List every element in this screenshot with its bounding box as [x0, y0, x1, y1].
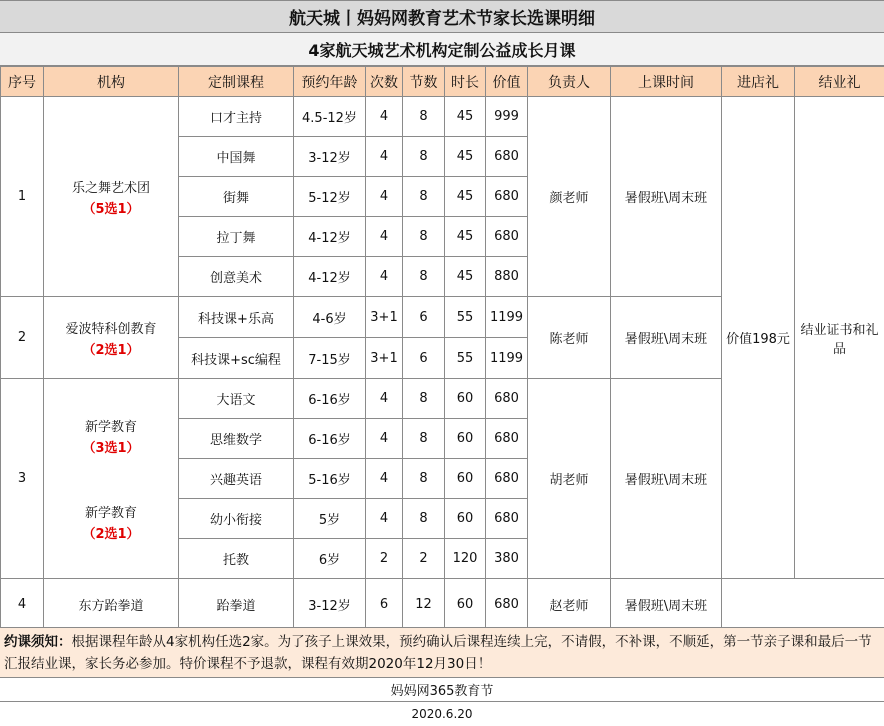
- course-sessions: 8: [403, 499, 445, 539]
- course-age: 3-12岁: [294, 137, 366, 177]
- graduation-gift: 结业证书和礼品: [795, 97, 884, 579]
- header-value: 价值: [486, 67, 528, 97]
- course-age: 5-16岁: [294, 459, 366, 499]
- course-age: 6-16岁: [294, 379, 366, 419]
- header-times: 次数: [366, 67, 403, 97]
- course-times: 4: [366, 419, 403, 459]
- org-cell: [44, 297, 179, 379]
- header-duration: 时长: [445, 67, 486, 97]
- course-times: 2: [366, 539, 403, 579]
- course-duration: 60: [445, 419, 486, 459]
- course-sessions: 2: [403, 539, 445, 579]
- course-name: 创意美术: [179, 257, 294, 297]
- course-sessions: 6: [403, 338, 445, 379]
- course-name: 科技课+sc编程: [179, 338, 294, 379]
- course-times: 6: [366, 579, 403, 631]
- course-duration: 55: [445, 338, 486, 379]
- course-value: 680: [486, 379, 528, 419]
- course-sessions: 8: [403, 257, 445, 297]
- course-table: [0, 66, 884, 631]
- course-duration: 120: [445, 539, 486, 579]
- course-sessions: 8: [403, 177, 445, 217]
- course-age: 7-15岁: [294, 338, 366, 379]
- org-seq: 2: [1, 297, 44, 379]
- footer-date: 2020.6.20: [411, 707, 473, 721]
- header-age: 预约年龄: [294, 67, 366, 97]
- org-schedule: 暑假班\周末班: [611, 379, 722, 579]
- course-times: 4: [366, 137, 403, 177]
- course-duration: 45: [445, 177, 486, 217]
- course-value: 680: [486, 579, 528, 631]
- course-duration: 45: [445, 217, 486, 257]
- course-times: 4: [366, 177, 403, 217]
- course-times: 3+1: [366, 338, 403, 379]
- header-org: 机构: [44, 67, 179, 97]
- course-age: 4-12岁: [294, 257, 366, 297]
- org-seq: 3: [1, 379, 44, 579]
- course-age: 6岁: [294, 539, 366, 579]
- course-times: 4: [366, 499, 403, 539]
- course-value: 999: [486, 97, 528, 137]
- header-course: 定制课程: [179, 67, 294, 97]
- course-name: 街舞: [179, 177, 294, 217]
- course-name: 跆拳道: [179, 579, 294, 631]
- table-header-row: [1, 67, 884, 97]
- course-duration: 45: [445, 257, 486, 297]
- org-name: 爱波特科创教育: [65, 321, 157, 337]
- course-times: 4: [366, 217, 403, 257]
- course-sessions: 8: [403, 217, 445, 257]
- org-teacher: 胡老师: [528, 379, 611, 579]
- course-value: 680: [486, 499, 528, 539]
- course-sessions: 8: [403, 379, 445, 419]
- org-name: 乐之舞艺术团: [71, 180, 150, 196]
- course-age: 4-6岁: [294, 297, 366, 338]
- course-name: 大语文: [179, 379, 294, 419]
- course-name: 托教: [179, 539, 294, 579]
- course-times: 4: [366, 97, 403, 137]
- org-schedule: 暑假班\周末班: [611, 297, 722, 379]
- footer-organizer: 妈妈网365教育节: [0, 678, 884, 702]
- course-value: 680: [486, 137, 528, 177]
- store-gift: 价值198元: [722, 97, 795, 579]
- course-duration: 45: [445, 137, 486, 177]
- org-seq: 4: [1, 579, 44, 631]
- course-value: 380: [486, 539, 528, 579]
- course-duration: 60: [445, 379, 486, 419]
- course-name: 拉丁舞: [179, 217, 294, 257]
- course-age: 4.5-12岁: [294, 97, 366, 137]
- course-sessions: 8: [403, 459, 445, 499]
- org-name: 东方跆拳道: [78, 599, 144, 614]
- course-duration: 60: [445, 459, 486, 499]
- course-age: 4-12岁: [294, 217, 366, 257]
- course-times: 4: [366, 257, 403, 297]
- org-schedule: 暑假班\周末班: [611, 579, 722, 631]
- notice-text: 根据课程年龄从4家机构任选2家。为了孩子上课效果，预约确认后课程连续上完，不请假，不补课，不顺延，第一节亲子课和最后一节汇报结业课，家长务必参加。特价课程不予退款，课程有效期2020年12月30日！: [4, 634, 872, 672]
- course-duration: 45: [445, 97, 486, 137]
- course-age: 6-16岁: [294, 419, 366, 459]
- header-sessions: 节数: [403, 67, 445, 97]
- org-cell: [44, 97, 179, 297]
- header-graduation-gift: 结业礼: [795, 67, 884, 97]
- course-name: 科技课+乐高: [179, 297, 294, 338]
- sheet-subtitle: 4家航天城艺术机构定制公益成长月课: [0, 33, 884, 66]
- course-sessions: 8: [403, 97, 445, 137]
- course-value: 1199: [486, 338, 528, 379]
- course-value: 880: [486, 257, 528, 297]
- org-teacher: 赵老师: [528, 579, 611, 631]
- course-name: 中国舞: [179, 137, 294, 177]
- org-teacher: 颜老师: [528, 97, 611, 297]
- course-value: 680: [486, 177, 528, 217]
- sheet-title: 航天城丨妈妈网教育艺术节家长选课明细: [0, 0, 884, 33]
- course-age: 5岁: [294, 499, 366, 539]
- org-cell: [44, 379, 179, 579]
- org-teacher: 陈老师: [528, 297, 611, 379]
- org-choice-note: （5选1）: [82, 201, 140, 217]
- course-duration: 55: [445, 297, 486, 338]
- course-sessions: 8: [403, 419, 445, 459]
- course-duration: 60: [445, 579, 486, 631]
- course-times: 3+1: [366, 297, 403, 338]
- org-name: 新学教育: [84, 419, 137, 435]
- org-choice-note: （2选1）: [82, 342, 140, 358]
- course-value: 680: [486, 217, 528, 257]
- course-value: 680: [486, 419, 528, 459]
- org-name-secondary: 新学教育: [84, 505, 137, 521]
- course-times: 4: [366, 379, 403, 419]
- header-teacher: 负责人: [528, 67, 611, 97]
- header-store-gift: 进店礼: [722, 67, 795, 97]
- header-schedule: 上课时间: [611, 67, 722, 97]
- course-sessions: 12: [403, 579, 445, 631]
- course-value: 1199: [486, 297, 528, 338]
- course-age: 3-12岁: [294, 579, 366, 631]
- org-choice-note-secondary: （2选1）: [82, 526, 140, 542]
- booking-notice: [0, 627, 884, 678]
- org-schedule: 暑假班\周末班: [611, 97, 722, 297]
- course-age: 5-12岁: [294, 177, 366, 217]
- course-times: 4: [366, 459, 403, 499]
- course-name: 幼小衔接: [179, 499, 294, 539]
- table-row: [1, 579, 884, 631]
- course-sessions: 8: [403, 137, 445, 177]
- course-name: 思维数学: [179, 419, 294, 459]
- course-duration: 60: [445, 499, 486, 539]
- course-name: 兴趣英语: [179, 459, 294, 499]
- course-value: 680: [486, 459, 528, 499]
- org-spacer: [44, 456, 178, 502]
- org-choice-note: （3选1）: [82, 440, 140, 456]
- table-row: [1, 97, 884, 137]
- course-name: 口才主持: [179, 97, 294, 137]
- course-sessions: 6: [403, 297, 445, 338]
- header-seq: 序号: [1, 67, 44, 97]
- org-seq: 1: [1, 97, 44, 297]
- org-cell: [44, 579, 179, 631]
- notice-label: 约课须知：: [4, 634, 72, 650]
